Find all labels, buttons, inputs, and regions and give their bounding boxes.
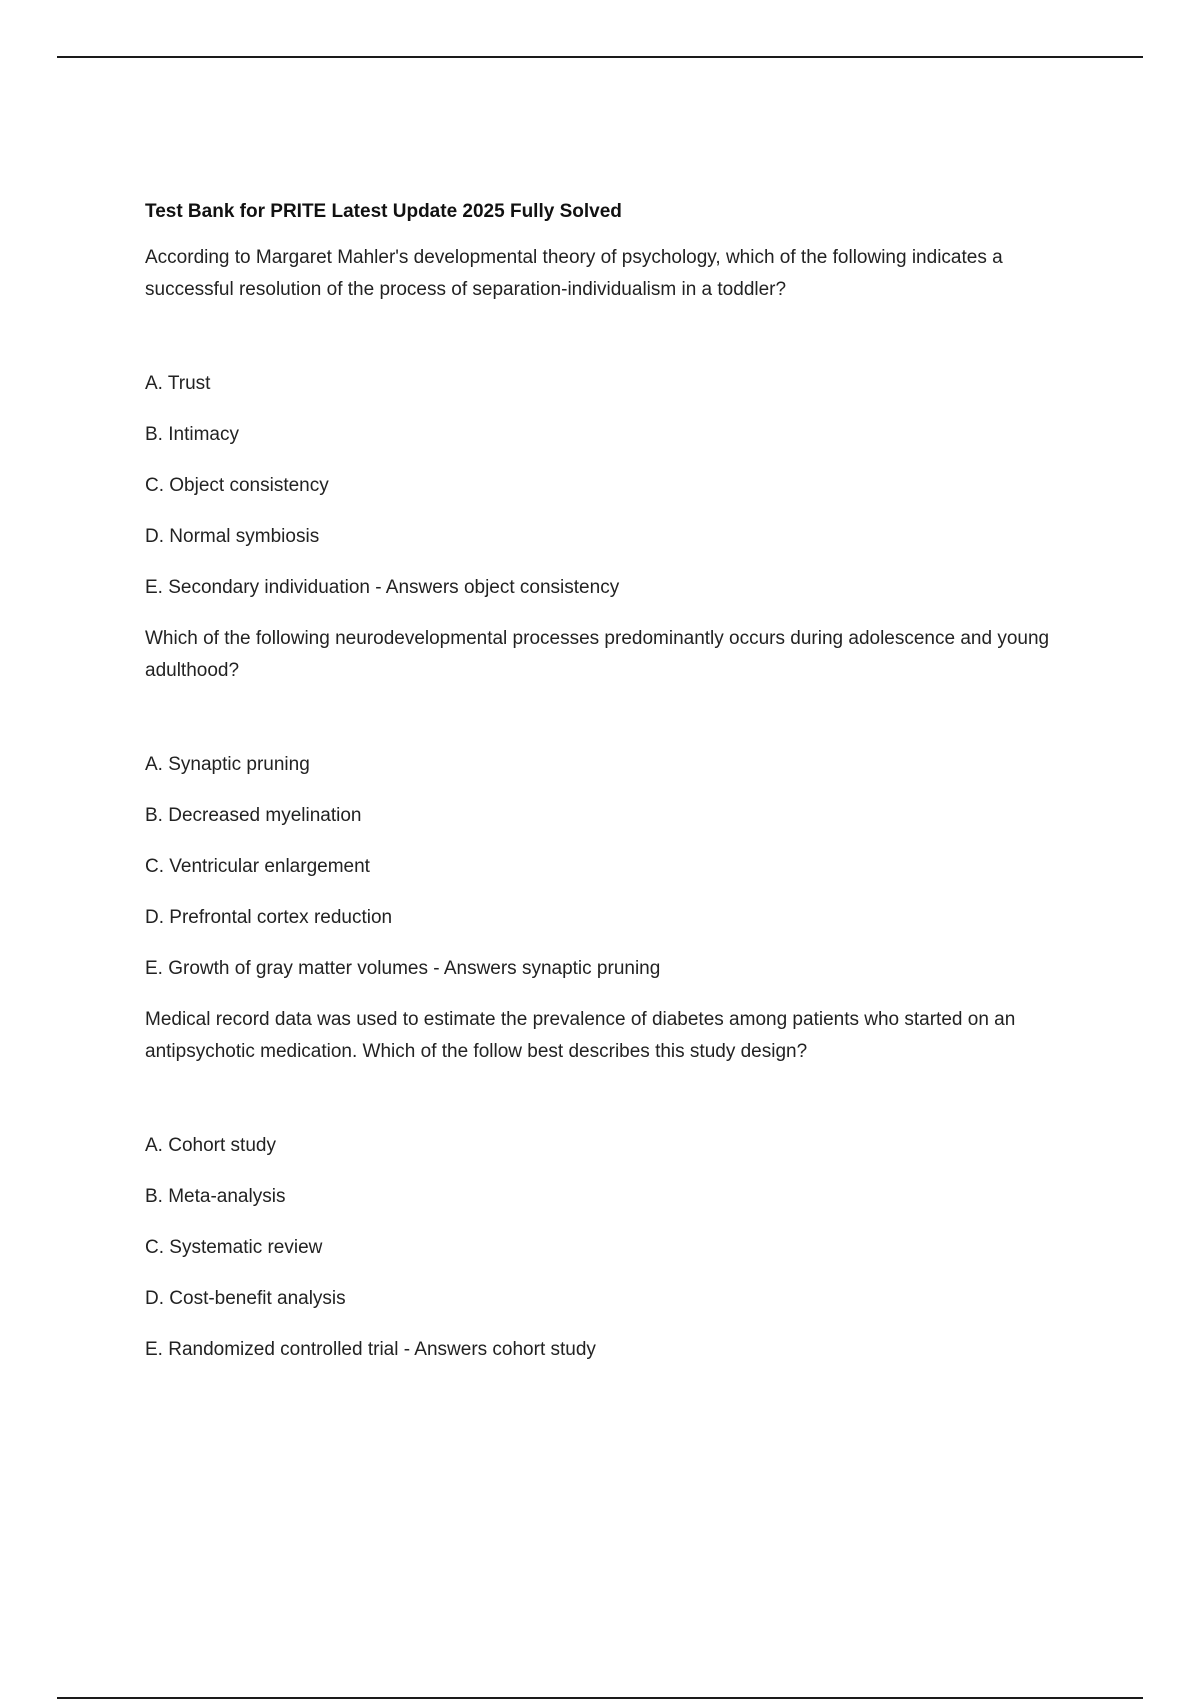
question-text: According to Margaret Mahler's developmental theory of psychology, which of the following indicates a successful resolution of the process of separation-individualism in a toddler? xyxy=(145,247,1003,300)
option-a: A. Synaptic pruning xyxy=(145,754,310,775)
option-b: B. Meta-analysis xyxy=(145,1186,286,1207)
footer-rule xyxy=(57,1697,1143,1699)
option-c: C. Systematic review xyxy=(145,1237,323,1258)
option-a: A. Cohort study xyxy=(145,1135,276,1156)
option-b: B. Intimacy xyxy=(145,424,239,445)
answer-options xyxy=(145,749,1085,985)
answer-options xyxy=(145,368,1085,604)
question-3 xyxy=(145,1004,1085,1366)
option-e: E. Growth of gray matter volumes - Answers synaptic pruning xyxy=(145,958,661,979)
option-c: C. Ventricular enlargement xyxy=(145,856,370,877)
option-a: A. Trust xyxy=(145,373,211,394)
header-rule xyxy=(57,56,1143,58)
option-e: E. Secondary individuation - Answers object consistency xyxy=(145,577,620,598)
answer-options xyxy=(145,1130,1085,1366)
option-d: D. Cost-benefit analysis xyxy=(145,1288,346,1309)
question-text: Medical record data was used to estimate the prevalence of diabetes among patients who started on an antipsychotic medication. Which of the follow best describes this study design? xyxy=(145,1009,1016,1062)
option-d: D. Normal symbiosis xyxy=(145,526,320,547)
question-1 xyxy=(145,242,1085,604)
question-2 xyxy=(145,623,1085,985)
question-text: Which of the following neurodevelopmental processes predominantly occurs during adolescence and young adulthood? xyxy=(145,628,1050,681)
option-b: B. Decreased myelination xyxy=(145,805,362,826)
option-d: D. Prefrontal cortex reduction xyxy=(145,907,393,928)
document-title: Test Bank for PRITE Latest Update 2025 Fully Solved xyxy=(145,201,622,222)
document-body xyxy=(145,198,1085,1385)
option-c: C. Object consistency xyxy=(145,475,329,496)
option-e: E. Randomized controlled trial - Answers cohort study xyxy=(145,1339,596,1360)
